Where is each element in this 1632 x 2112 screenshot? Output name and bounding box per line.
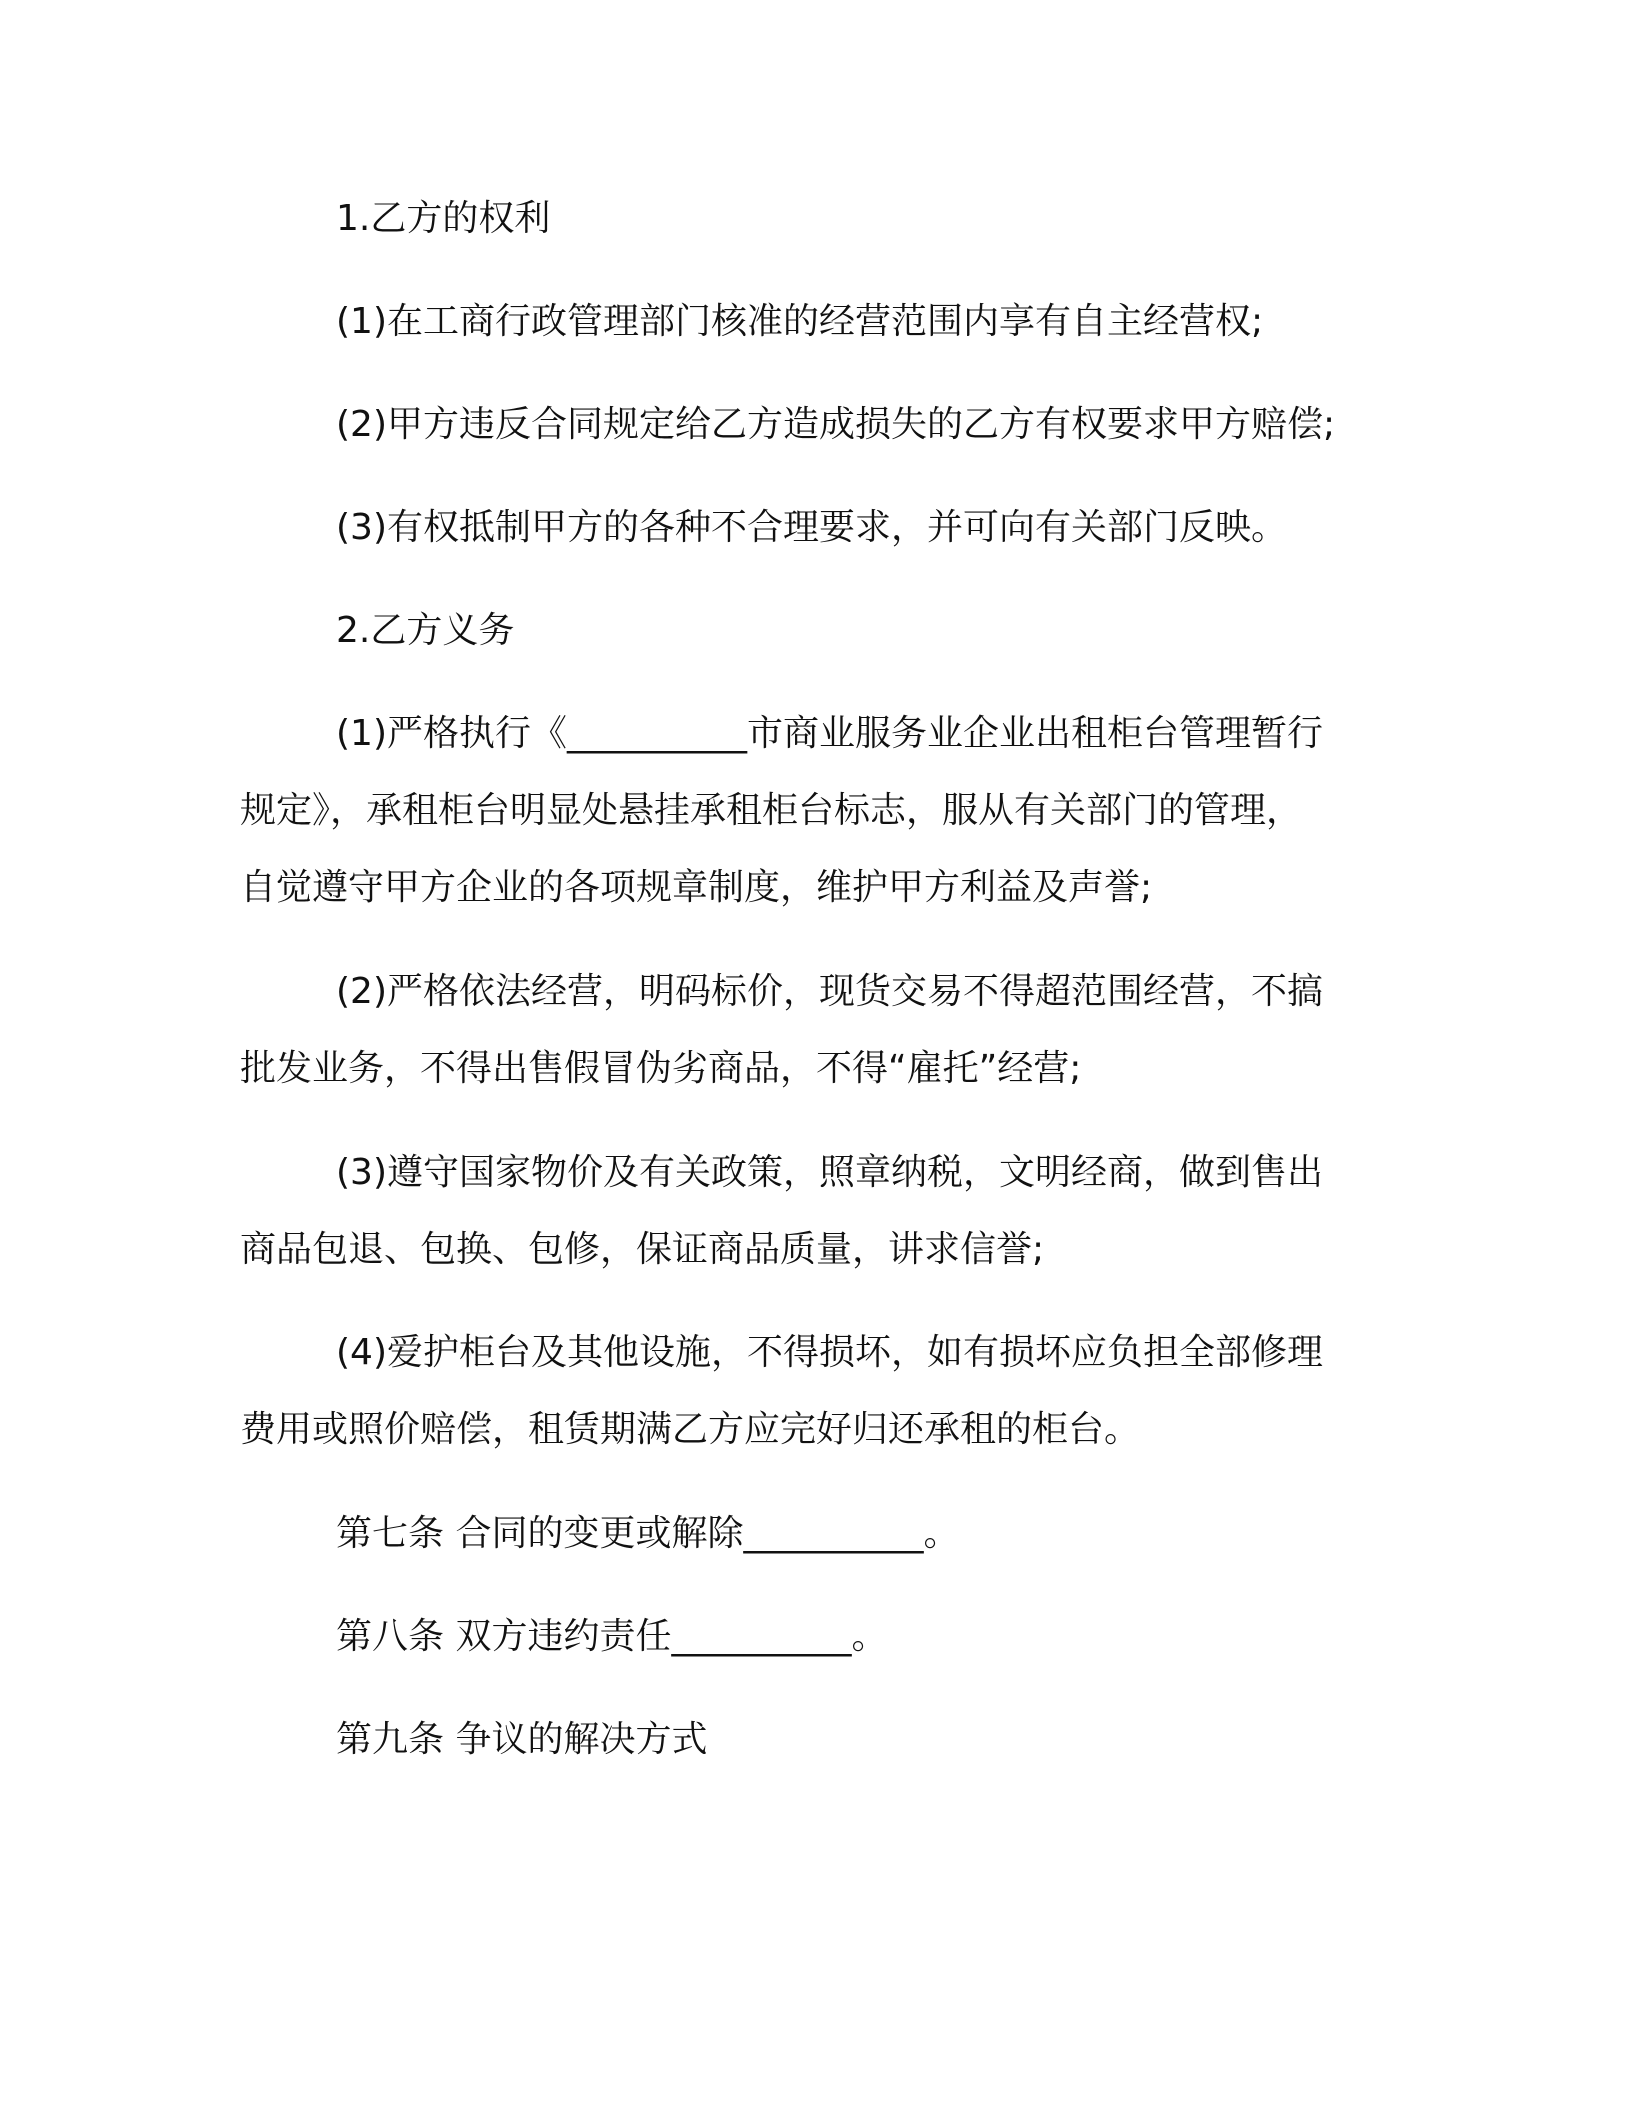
text-line: 自觉遵守甲方企业的各项规章制度，维护甲方利益及声誉; <box>240 867 1153 908</box>
paragraph-obligation-3 <box>240 1134 1360 1288</box>
text-line: (4)爱护柜台及其他设施，不得损坏，如有损坏应负担全部修理 <box>336 1332 1323 1373</box>
paragraph-obligation-4 <box>240 1314 1360 1468</box>
text-line: 1.乙方的权利 <box>336 198 551 239</box>
article-9 <box>240 1701 1360 1778</box>
text-line: (1)严格执行《__________市商业服务业企业出租柜台管理暂行 <box>336 713 1323 754</box>
paragraph-right-3 <box>240 489 1360 566</box>
text-line: 2.乙方义务 <box>336 610 515 651</box>
text-line: 规定》，承租柜台明显处悬挂承租柜台标志，服从有关部门的管理， <box>240 790 1303 831</box>
paragraph-right-1 <box>240 283 1360 360</box>
text-line: (2)甲方违反合同规定给乙方造成损失的乙方有权要求甲方赔偿; <box>336 404 1336 445</box>
article-7 <box>240 1495 1360 1572</box>
text-line: (1)在工商行政管理部门核准的经营范围内享有自主经营权; <box>336 301 1264 342</box>
section-heading-obligations <box>240 592 1360 669</box>
text-line: (2)严格依法经营，明码标价，现货交易不得超范围经营，不搞 <box>336 971 1323 1012</box>
paragraph-obligation-1 <box>240 695 1360 926</box>
paragraph-right-2 <box>240 386 1360 463</box>
text-line: (3)遵守国家物价及有关政策，照章纳税，文明经商，做到售出 <box>336 1152 1323 1193</box>
text-line: 第七条 合同的变更或解除__________。 <box>336 1513 960 1554</box>
text-line: 商品包退、包换、包修，保证商品质量，讲求信誉; <box>240 1229 1045 1270</box>
text-line: (3)有权抵制甲方的各种不合理要求，并可向有关部门反映。 <box>336 507 1287 548</box>
article-8 <box>240 1598 1360 1675</box>
text-line: 费用或照价赔偿，租赁期满乙方应完好归还承租的柜台。 <box>240 1409 1141 1450</box>
text-line: 第八条 双方违约责任__________。 <box>336 1616 888 1657</box>
text-line: 第九条 争议的解决方式 <box>336 1719 708 1760</box>
text-line: 批发业务，不得出售假冒伪劣商品，不得“雇托”经营; <box>240 1048 1082 1089</box>
paragraph-obligation-2 <box>240 953 1360 1107</box>
section-heading-rights <box>240 180 1360 257</box>
